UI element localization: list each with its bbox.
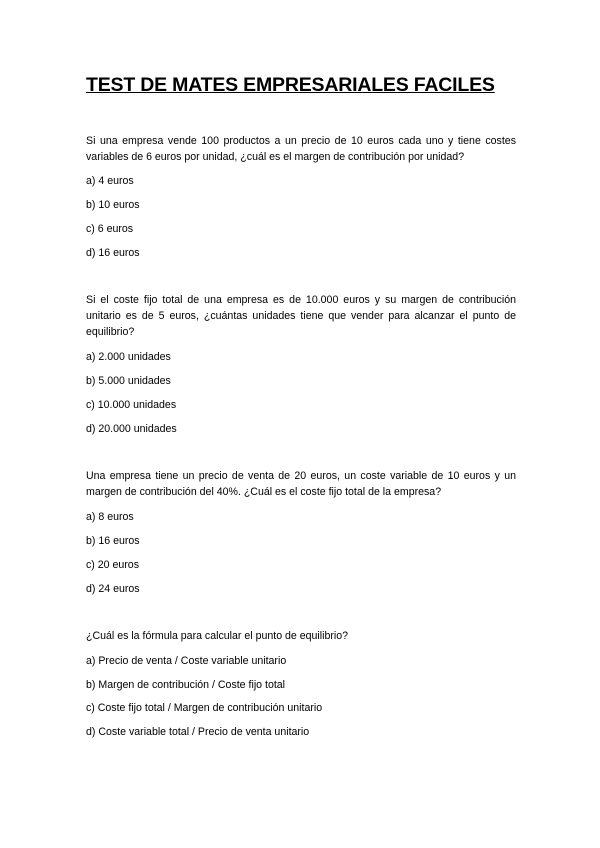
question-4-option-b: b) Margen de contribución / Coste fijo total: [86, 679, 286, 691]
question-1-option-b: b) 10 euros: [86, 199, 140, 211]
question-4-option-d: d) Coste variable total / Precio de venta unitario: [86, 726, 310, 738]
question-4-text: ¿Cuál es la fórmula para calcular el punto de equilibrio?: [86, 630, 349, 642]
question-3-option-a: a) 8 euros: [86, 511, 134, 523]
question-1-option-c: c) 6 euros: [86, 223, 134, 235]
question-2-option-c: c) 10.000 unidades: [86, 399, 177, 411]
question-2-option-a: a) 2.000 unidades: [86, 351, 171, 363]
question-3-option-b: b) 16 euros: [86, 535, 140, 547]
question-2-text: Si el coste fijo total de una empresa es de 10.000 euros y su margen de contribución unitario es de 5 euros, ¿cuántas unidades tiene que vender para alcanzar el punto de equilibrio?: [86, 294, 516, 338]
question-3-text: Una empresa tiene un precio de venta de 20 euros, un coste variable de 10 euros y un margen de contribución del 40%. ¿Cuál es el coste fijo total de la empresa?: [86, 470, 516, 498]
question-3-option-c: c) 20 euros: [86, 559, 139, 571]
question-1-option-d: d) 16 euros: [86, 247, 140, 259]
question-1-option-a: a) 4 euros: [86, 175, 134, 187]
question-4-option-c: c) Coste fijo total / Margen de contribución unitario: [86, 702, 323, 714]
question-2-option-d: d) 20.000 unidades: [86, 423, 177, 435]
question-4-option-a: a) Precio de venta / Coste variable unitario: [86, 655, 287, 667]
question-1-text: Si una empresa vende 100 productos a un precio de 10 euros cada uno y tiene costes variables de 6 euros por unidad, ¿cuál es el margen de contribución por unidad?: [86, 135, 516, 163]
document-title: TEST DE MATES EMPRESARIALES FACILES: [86, 74, 495, 96]
question-2-option-b: b) 5.000 unidades: [86, 375, 171, 387]
question-3-option-d: d) 24 euros: [86, 583, 140, 595]
